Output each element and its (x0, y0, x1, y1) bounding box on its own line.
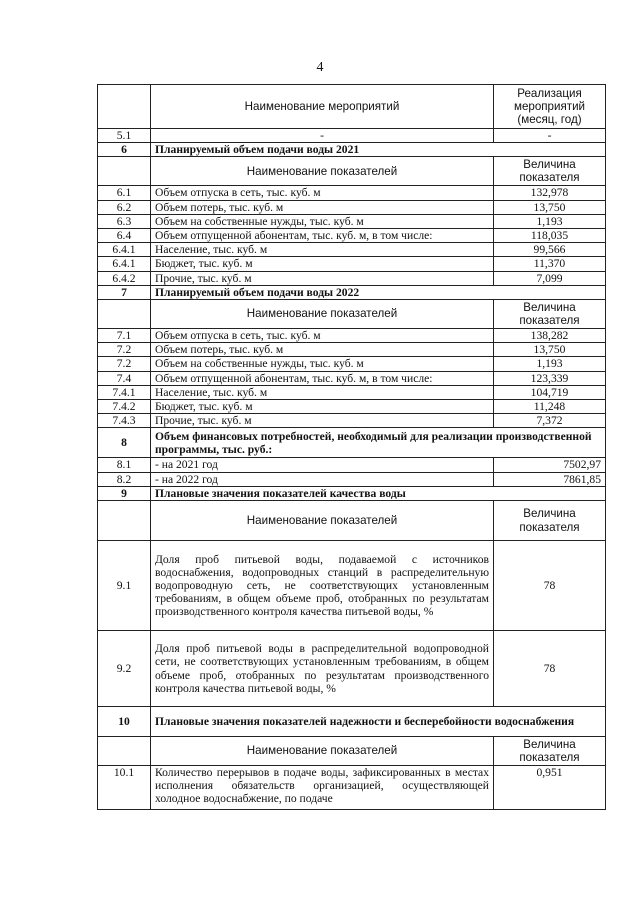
section-title: Планируемый объем подачи воды 2022 (151, 285, 606, 299)
table-row: 7.2 Объем на собственные нужды, тыс. куб. м 1,193 (98, 357, 606, 371)
section-row: 10 Плановые значения показателей надежности и бесперебойности водоснабжения (98, 707, 606, 737)
subheader-row: Наименование показателей Величина показателя (98, 737, 606, 766)
section-title: Плановые значения показателей качества воды (151, 486, 606, 500)
table-row: 6.4 Объем отпущенной абонентам, тыс. куб. м, в том числе: 118,035 (98, 229, 606, 243)
header-impl-cell: Реализация мероприятий (месяц, год) (494, 85, 606, 129)
table-row: 6.4.1 Население, тыс. куб. м 99,566 (98, 243, 606, 257)
header-num-cell (98, 85, 151, 129)
page-number: 4 (316, 60, 324, 75)
section-title: Плановые значения показателей надежности и бесперебойности водоснабжения (151, 707, 606, 737)
subheader-row: Наименование показателей Величина показателя (98, 501, 606, 541)
section-row: 7 Планируемый объем подачи воды 2022 (98, 285, 606, 299)
subheader-row: Наименование показателей Величина показателя (98, 300, 606, 329)
table-row: 7.2 Объем потерь, тыс. куб. м 13,750 (98, 343, 606, 357)
section-row: 6 Планируемый объем подачи воды 2021 (98, 143, 606, 157)
table-row: 6.4.2 Прочие, тыс. куб. м 7,099 (98, 271, 606, 285)
table-row: 6.2 Объем потерь, тыс. куб. м 13,750 (98, 200, 606, 214)
section-row: 8 Объем финансовых потребностей, необходимый для реализации производственной программы, тыс. руб.: (98, 428, 606, 458)
program-table (97, 84, 606, 810)
section-title: Планируемый объем подачи воды 2021 (151, 143, 606, 157)
table-row: 9.2 Доля проб питьевой воды в распределительной водопроводной сети, не соответствующих установленным требованиям, в общем объеме проб, отобранных по результатам производственного контроля качества питьевой воды, % 78 (98, 631, 606, 707)
subheader-row: Наименование показателей Величина показателя (98, 157, 606, 186)
table-row: 6.3 Объем на собственные нужды, тыс. куб. м 1,193 (98, 214, 606, 228)
table-row: 6.4.1 Бюджет, тыс. куб. м 11,370 (98, 257, 606, 271)
table-row: 5.1 - - (98, 129, 606, 143)
table-row: 7.4 Объем отпущенной абонентам, тыс. куб. м, в том числе: 123,339 (98, 371, 606, 385)
table-row: 6.1 Объем отпуска в сеть, тыс. куб. м 132,978 (98, 186, 606, 200)
header-name-cell: Наименование мероприятий (151, 85, 494, 129)
table-row: 8.2 - на 2022 год 7861,85 (98, 472, 606, 486)
table-row: 10.1 Количество перерывов в подаче воды, зафиксированных в местах исполнения обязательств организацией, осуществляющей холодное водоснабжение, по подаче 0,951 (98, 766, 606, 810)
table-row: 7.1 Объем отпуска в сеть, тыс. куб. м 138,282 (98, 329, 606, 343)
table-row: 7.4.1 Население, тыс. куб. м 104,719 (98, 385, 606, 399)
section-title: Объем финансовых потребностей, необходимый для реализации производственной программы, тыс. руб.: (151, 428, 606, 458)
table-row: 7.4.3 Прочие, тыс. куб. м 7,372 (98, 414, 606, 428)
section-row: 9 Плановые значения показателей качества воды (98, 486, 606, 500)
table-header-row (98, 85, 606, 129)
table-row: 9.1 Доля проб питьевой воды, подаваемой с источников водоснабжения, водопроводных станций в распределительную водопроводную сеть, не соответствующих установленным требованиям, в общем объеме проб, отобранных по результатам производственного контроля качества питьевой воды, % 78 (98, 541, 606, 631)
table-row: 8.1 - на 2021 год 7502,97 (98, 458, 606, 472)
table-row: 7.4.2 Бюджет, тыс. куб. м 11,248 (98, 400, 606, 414)
